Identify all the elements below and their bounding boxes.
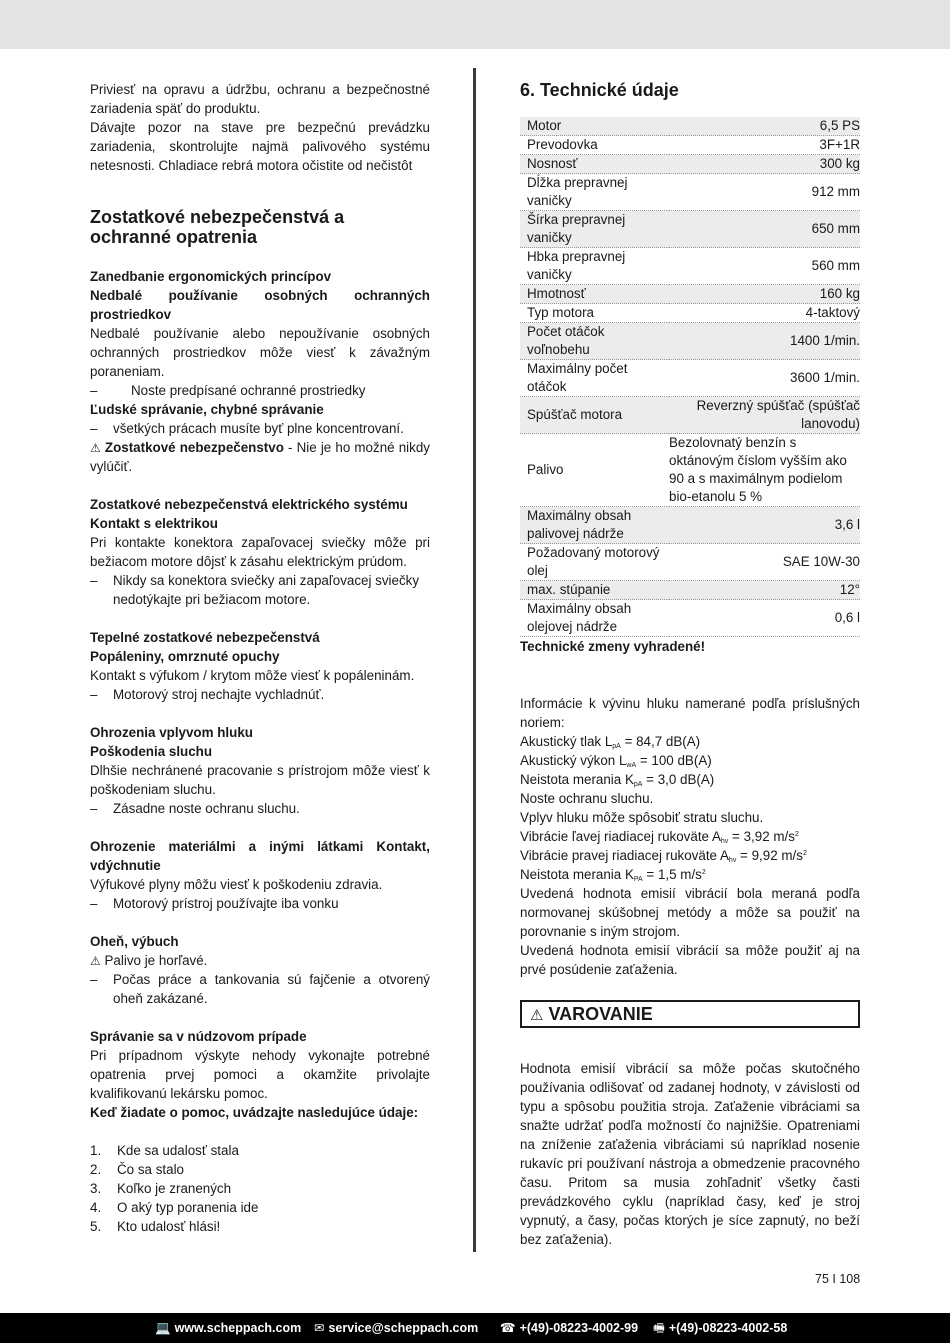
material-text: Výfukové plyny môžu viesť k poškodeniu zdravia. xyxy=(90,877,383,892)
tech-value: 12° xyxy=(669,581,860,600)
column-divider xyxy=(473,68,476,1252)
vibration-left: Vibrácie ľavej riadiacej rukoväte $A_{hv} = 3,92$ $m/s^2$ xyxy=(520,829,799,845)
section-title-technical-data: 6. Technické údaje xyxy=(520,80,679,100)
tech-value: Bezolovnatý benzín s oktánovým číslom vyšším ako 90 a s maximálnym podielom bio-etanolu 5 % xyxy=(669,434,860,507)
emergency-title: Správanie sa v núdzovom prípade xyxy=(90,1029,307,1044)
intro-paragraph-1: Priviesť na opravu a údržbu, ochranu a bezpečnostné zariadenia späť do produktu. xyxy=(90,82,430,116)
tech-value: 560 mm xyxy=(669,248,860,285)
list-item: – Motorový prístroj používajte iba vonku xyxy=(90,896,339,911)
phone-icon: ☎ xyxy=(500,1321,516,1335)
list-item: 2. Čo sa stalo xyxy=(90,1162,184,1177)
tech-label: Prevodovka xyxy=(520,136,669,155)
page-number: 75 I 108 xyxy=(815,1272,861,1286)
warning-label: VAROVANIE xyxy=(548,1004,653,1024)
fire-warning: ⚠ Palivo je horľavé. xyxy=(90,953,208,968)
noise-text: Dlhšie nechránené pracovanie s prístrojom môže viesť k poškodeniam sluchu. xyxy=(90,763,430,797)
noise-info: Informácie k vývinu hluku namerané podľa príslušných noriem: xyxy=(520,696,860,730)
section-heading-residual-risks: Zostatkové nebezpečenstvá a ochranné opatrenia xyxy=(90,207,345,247)
header-band xyxy=(0,0,950,49)
tech-value: 912 mm xyxy=(669,174,860,211)
residual-warning: ⚠ Zostatkové nebezpečenstvo - Nie je ho možné nikdy vylúčiť. xyxy=(90,440,430,474)
left-column xyxy=(90,80,430,1236)
list-item: 3. Koľko je zranených xyxy=(90,1181,232,1196)
tech-label: Hbka prepravnej vaničky xyxy=(520,248,669,285)
sound-pressure: Akustický tlak $L_{pA} = 84,7$ dB(A) xyxy=(520,734,701,750)
ergo-text: Nedbalé používanie alebo nepoužívanie osobných ochranných prostriedkov môže viesť k závažným poraneniam. xyxy=(90,326,430,379)
tech-label: Maximálny obsah olejovej nádrže xyxy=(520,600,669,637)
list-item: – Noste predpísané ochranné prostriedky xyxy=(90,383,366,398)
tech-label: Počet otáčok voľnobehu xyxy=(520,323,669,360)
behavior-title: Ľudské správanie, chybné správanie xyxy=(90,402,324,417)
tech-note: Technické zmeny vyhradené! xyxy=(520,639,706,654)
table-row xyxy=(520,600,860,637)
table-row xyxy=(520,581,860,600)
list-item: – Počas práce a tankovania sú fajčenie a otvorený oheň zakázané. xyxy=(90,972,430,1006)
intro-paragraph-2: Dávajte pozor na stave pre bezpečnú prevádzku zariadenia, skontrolujte najmä palivového systému netesnosti. Chladiace rebrá motora očistite od nečistôt xyxy=(90,120,430,173)
elec-text: Pri kontakte konektora zapaľovacej sviečky môže pri bežiacom motore dôjsť k zásahu elektrickým prúdom. xyxy=(90,535,430,569)
warning-icon: ⚠ xyxy=(530,1007,544,1024)
thermal-text: Kontakt s výfukom / krytom môže viesť k popáleninám. xyxy=(90,668,415,683)
table-row xyxy=(520,211,860,248)
list-item: 5. Kto udalosť hlási! xyxy=(90,1219,221,1234)
table-row xyxy=(520,544,860,581)
tech-label: Šírka prepravnej vaničky xyxy=(520,211,669,248)
mail-icon: ✉ xyxy=(314,1321,325,1335)
hearing-note-2: Vplyv hluku môže spôsobiť stratu sluchu. xyxy=(520,810,764,825)
footer-phone[interactable]: ☎ +(49)-08223-4002-99 xyxy=(500,1321,639,1335)
material-title: Ohrozenie materiálmi a inými látkami Kontakt, vdýchnutie xyxy=(90,839,430,873)
tech-label: Palivo xyxy=(520,434,669,507)
vibration-paragraph-1: Uvedená hodnota emisií vibrácií bola meraná podľa normovanej skúšobnej metódy a môže sa použiť na porovnanie s iným strojom. xyxy=(520,886,860,939)
fax-icon: 🖷 xyxy=(653,1321,665,1335)
tech-label: Spúšťač motora xyxy=(520,397,669,434)
warning-box xyxy=(520,1000,860,1028)
list-item: – Motorový stroj nechajte vychladnúť. xyxy=(90,687,325,702)
tech-label: Nosnosť xyxy=(520,155,669,174)
tech-value: 3600 1/min. xyxy=(669,360,860,397)
footer-email[interactable]: ✉ service@scheppach.com xyxy=(314,1321,479,1335)
tech-value: 300 kg xyxy=(669,155,860,174)
tech-value: 3,6 l xyxy=(669,507,860,544)
vibration-paragraph-2: Uvedená hodnota emisií vibrácií sa môže použiť aj na prvé posúdenie zaťaženia. xyxy=(520,943,860,977)
computer-icon: 💻 xyxy=(155,1321,171,1335)
tech-label: Motor xyxy=(520,117,669,136)
fire-title: Oheň, výbuch xyxy=(90,934,179,949)
tech-value: 0,6 l xyxy=(669,600,860,637)
warning-text: Hodnota emisií vibrácií sa môže počas skutočného používania odlišovať od zadanej hodnoty, v závislosti od typu a spôsobu použitia stroja. Zaťaženie vibráciami sa snažte udržať podľa možností čo najnižšie. Opatreniami na zníženie zaťaženia vibráciami sú napríklad nosenie rukavíc pri používaní nástroja a obmedzenie pracovného času. Pritom sa musia zohľadniť všetky časti prevádzkového cyklu (napríklad časy, keď je stroj vypnutý, a časy, počas ktorých je síce zapnutý, no beží bez zaťaženia). xyxy=(520,1061,860,1247)
emergency-subtitle: Keď žiadate o pomoc, uvádzajte nasledujúce údaje: xyxy=(90,1105,419,1120)
tech-value: SAE 10W-30 xyxy=(669,544,860,581)
table-row xyxy=(520,434,860,507)
table-row xyxy=(520,117,860,136)
tech-label: Hmotnosť xyxy=(520,285,669,304)
list-item: – všetkých prácach musíte byť plne koncentrovaní. xyxy=(90,421,404,436)
vibration-right: Vibrácie pravej riadiacej rukoväte $A_{hv} = 9,92$ $m/s^2$ xyxy=(520,848,807,864)
tech-label: max. stúpanie xyxy=(520,581,669,600)
noise-subtitle: Poškodenia sluchu xyxy=(90,744,213,759)
list-item: 4. O aký typ poranenia ide xyxy=(90,1200,259,1215)
table-row xyxy=(520,507,860,544)
footer-fax[interactable]: 🖷 +(49)-08223-4002-58 xyxy=(653,1321,788,1335)
thermal-title: Tepelné zostatkové nebezpečenstvá xyxy=(90,630,320,645)
ergo-subtitle: Nedbalé používanie osobných ochranných prostriedkov xyxy=(90,288,430,322)
list-item: 1. Kde sa udalosť stala xyxy=(90,1143,239,1158)
tech-value: 4-taktový xyxy=(669,304,860,323)
tech-label: Dĺžka prepravnej vaničky xyxy=(520,174,669,211)
list-item: – Nikdy sa konektora sviečky ani zapaľovacej sviečky nedotýkajte pri bežiacom motore. xyxy=(90,573,420,607)
ergo-title: Zanedbanie ergonomických princípov xyxy=(90,269,332,284)
vibration-uncertainty: Neistota merania $K_{PA} = 1,5$ $m/s^2$ xyxy=(520,867,706,883)
tech-value: 3F+1R xyxy=(669,136,860,155)
tech-value: 6,5 PS xyxy=(669,117,860,136)
footer-bar xyxy=(0,1313,950,1343)
table-row xyxy=(520,136,860,155)
table-row xyxy=(520,360,860,397)
table-row xyxy=(520,174,860,211)
tech-label: Typ motora xyxy=(520,304,669,323)
warning-icon: ⚠ xyxy=(90,441,101,455)
elec-subtitle: Kontakt s elektrikou xyxy=(90,516,218,531)
tech-value: 160 kg xyxy=(669,285,860,304)
sound-power: Akustický výkon $L_{wA} = 100$ dB(A) xyxy=(520,753,712,769)
thermal-subtitle: Popáleniny, omrznuté opuchy xyxy=(90,649,280,664)
footer-website[interactable]: 💻 www.scheppach.com xyxy=(155,1321,302,1335)
table-row xyxy=(520,155,860,174)
tech-value: Reverzný spúšťač (spúšťač lanovodu) xyxy=(669,397,860,434)
elec-title: Zostatkové nebezpečenstvá elektrického systému xyxy=(90,497,408,512)
tech-label: Maximálny počet otáčok xyxy=(520,360,669,397)
right-column xyxy=(520,80,860,1249)
technical-data-table xyxy=(520,117,860,637)
emergency-text: Pri prípadnom výskyte nehody vykonajte potrebné opatrenia prvej pomoci a okamžite privolajte kvalifikovanú lekársku pomoc. xyxy=(90,1048,430,1101)
noise-uncertainty: Neistota merania $K_{pA} = 3,0$ dB(A) xyxy=(520,772,715,788)
table-row xyxy=(520,304,860,323)
tech-value: 1400 1/min. xyxy=(669,323,860,360)
list-item: – Zásadne noste ochranu sluchu. xyxy=(90,801,300,816)
table-row xyxy=(520,323,860,360)
tech-value: 650 mm xyxy=(669,211,860,248)
warning-icon: ⚠ xyxy=(90,954,101,968)
noise-title: Ohrozenia vplyvom hluku xyxy=(90,725,253,740)
table-row xyxy=(520,248,860,285)
tech-label: Maximálny obsah palivovej nádrže xyxy=(520,507,669,544)
table-row xyxy=(520,285,860,304)
hearing-note-1: Noste ochranu sluchu. xyxy=(520,791,654,806)
tech-label: Požadovaný motorový olej xyxy=(520,544,669,581)
table-row xyxy=(520,397,860,434)
